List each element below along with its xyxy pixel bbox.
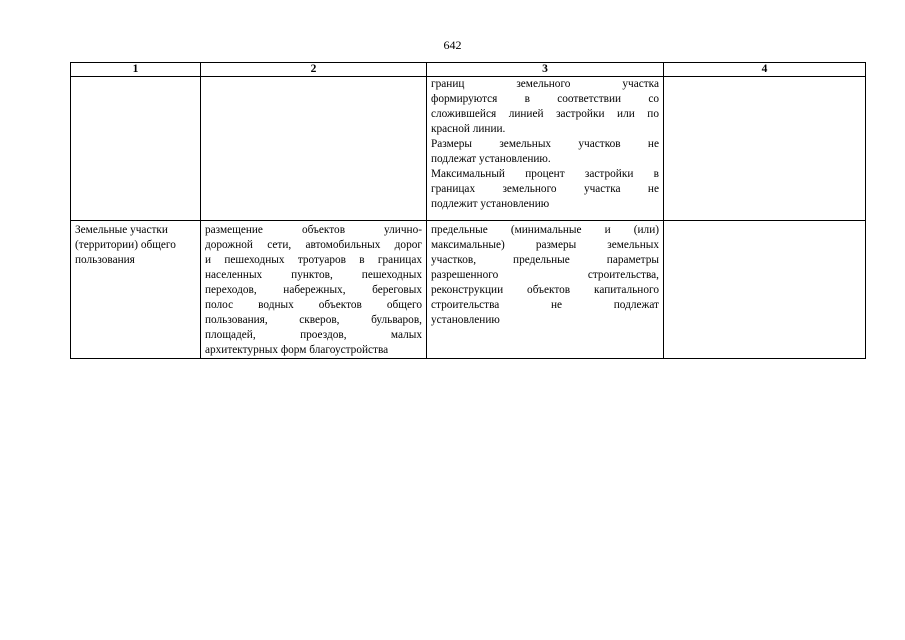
text-line: дорожной сети, автомобильных дорог — [205, 239, 422, 251]
page-number: 642 — [443, 38, 462, 52]
text-line: пользования, скверов, бульваров, — [205, 314, 422, 326]
text-line: участков, предельные параметры — [431, 254, 659, 266]
text-line: переходов, набережных, береговых — [205, 284, 422, 296]
land-use-table — [70, 62, 866, 359]
text-line: строительства не подлежат — [431, 299, 659, 311]
text-line: подлежит установлению — [431, 198, 550, 210]
text-line: населенных пунктов, пешеходных — [205, 269, 422, 281]
text-line: пользования — [75, 254, 135, 266]
text-line: Земельные участки — [75, 224, 168, 236]
header-col-2: 2 — [201, 63, 427, 77]
row2-col1 — [71, 221, 201, 359]
header-col-4: 4 — [664, 63, 866, 77]
table-row — [71, 221, 866, 359]
text-line: красной линии. — [431, 123, 506, 135]
text-line: Максимальный процент застройки в — [431, 168, 659, 180]
row2-col3 — [427, 221, 664, 359]
text-line: формируются в соответствии со — [431, 93, 659, 105]
text-line: максимальные) размеры земельных — [431, 239, 659, 251]
text-line: предельные (минимальные и (или) — [431, 224, 659, 236]
text-line: границах земельного участка не — [431, 183, 659, 195]
table-row — [71, 77, 866, 221]
text-line: подлежат установлению. — [431, 153, 551, 165]
text-line: Размеры земельных участков не — [431, 138, 659, 150]
text-line: (территории) общего — [75, 239, 176, 251]
text-line: установлению — [431, 314, 500, 326]
text-line: разрешенного строительства, — [431, 269, 659, 281]
text-line: реконструкции объектов капитального — [431, 284, 659, 296]
row2-col2 — [201, 221, 427, 359]
header-col-1: 1 — [71, 63, 201, 77]
text-line: полос водных объектов общего — [205, 299, 422, 311]
text-line: сложившейся линией застройки или по — [431, 108, 659, 120]
header-col-3: 3 — [427, 63, 664, 77]
text-line: границ земельного участка — [431, 78, 659, 90]
row1-col3 — [427, 77, 664, 221]
row2-col4 — [664, 221, 866, 359]
row1-col4 — [664, 77, 866, 221]
text-line: площадей, проездов, малых — [205, 329, 422, 341]
table-header-row — [71, 63, 866, 77]
text-line: и пешеходных тротуаров в границах — [205, 254, 422, 266]
text-line: размещение объектов улично- — [205, 224, 422, 236]
row1-col2 — [201, 77, 427, 221]
text-line: архитектурных форм благоустройства — [205, 344, 389, 356]
row1-col1 — [71, 77, 201, 221]
